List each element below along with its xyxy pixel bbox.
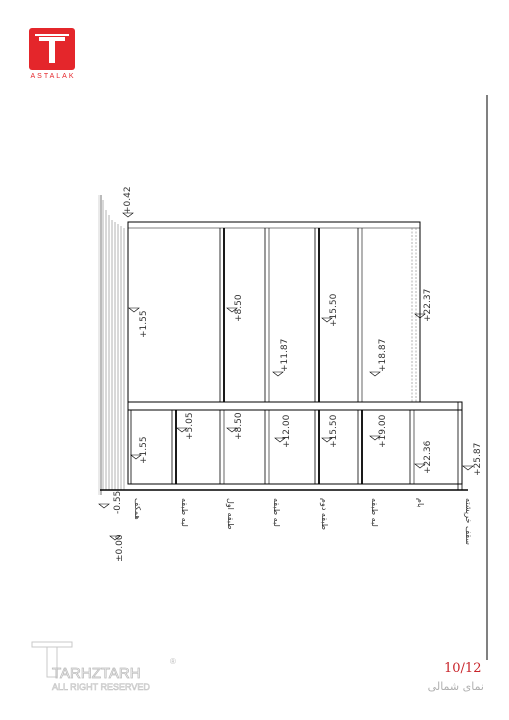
level-label: +22.36 — [423, 440, 433, 474]
sheet-title: نمای شمالی — [427, 680, 484, 693]
floor-label: لبه طبقه — [370, 498, 379, 527]
lower-body — [128, 410, 462, 484]
level-label: +0.42 — [123, 186, 133, 214]
level-markers — [99, 213, 473, 540]
floor-label: طبقه اول — [226, 498, 235, 530]
level-label: -0.55 — [113, 490, 123, 514]
registered-mark: ® — [170, 657, 176, 666]
floor-label: همکف — [133, 498, 142, 520]
level-label: +15.50 — [329, 293, 339, 327]
level-label: +11.87 — [280, 338, 290, 372]
level-label: ±0.00 — [115, 534, 125, 562]
floor-label: طبقه دوم — [320, 498, 329, 531]
floor-label: لبه طبقه — [180, 498, 189, 527]
company-name: TARHZTARH — [52, 665, 141, 682]
level-label: +8.50 — [234, 294, 244, 322]
level-label: +12.00 — [282, 414, 292, 448]
level-label: +5.05 — [185, 412, 195, 440]
level-label: +1.55 — [139, 436, 149, 464]
tarhztarh-logo — [30, 640, 190, 695]
floor-label: لبه طبقه — [272, 498, 281, 527]
logo-name: ASTALAK — [30, 73, 76, 80]
level-label: +18.87 — [378, 338, 388, 372]
floor-label: بام — [416, 498, 425, 508]
level-label: +25.87 — [473, 442, 483, 476]
ground-hatch — [103, 200, 124, 490]
level-label: +8.50 — [234, 412, 244, 440]
floor-label: سقف خرپشته — [464, 498, 473, 545]
page-number: 10/12 — [444, 661, 482, 676]
level-label: +22.37 — [423, 288, 433, 322]
level-label: +1.55 — [139, 310, 149, 338]
rights-text: ALL RIGHT RESERVED — [52, 682, 150, 692]
level-label: +15.50 — [329, 414, 339, 448]
level-label: +19.00 — [378, 414, 388, 448]
